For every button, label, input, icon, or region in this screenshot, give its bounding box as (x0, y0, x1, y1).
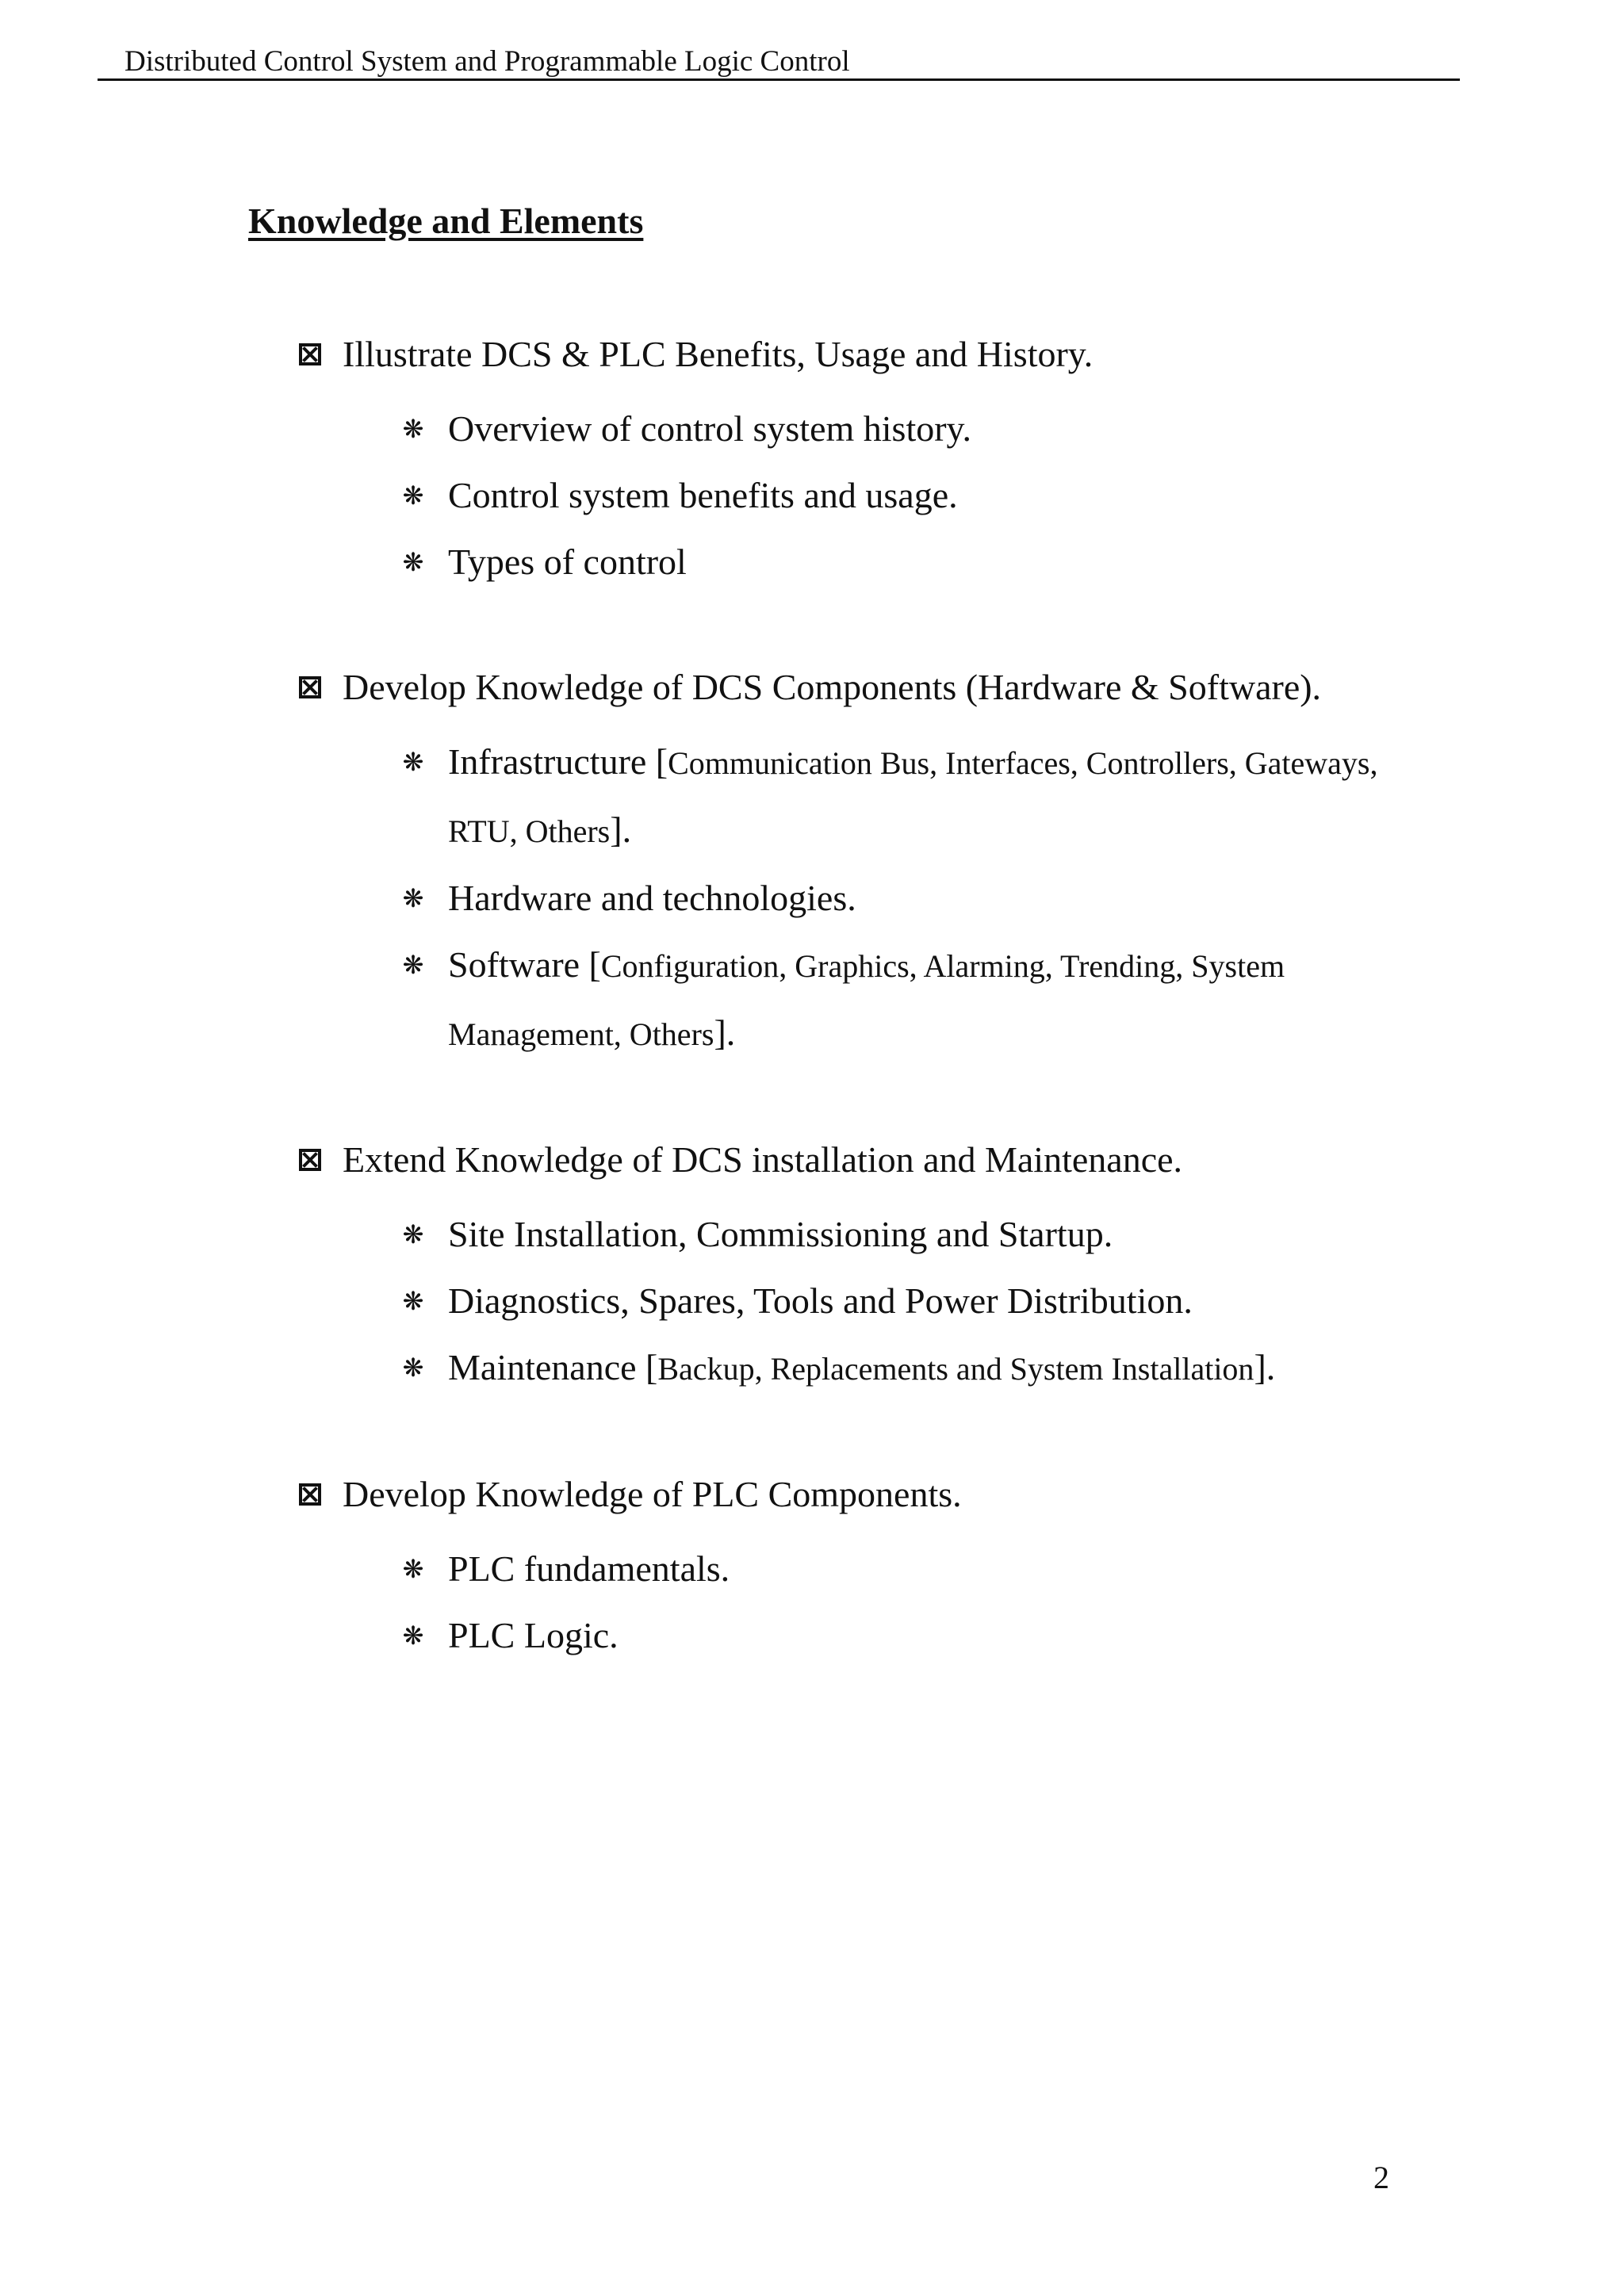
checkbox-x-icon (299, 676, 321, 698)
outline-group (299, 1469, 1409, 1669)
sub-item-text: Types of control (448, 541, 687, 582)
checkbox-x-icon (299, 1149, 321, 1171)
sub-item-list (399, 1201, 1409, 1402)
sub-item-text: PLC Logic. (448, 1615, 619, 1655)
page-number: 2 (1373, 2160, 1389, 2195)
sub-item-lead: Maintenance [ (448, 1347, 658, 1387)
sub-item (399, 1268, 1382, 1334)
main-item (299, 1135, 1409, 1201)
sub-item-text: Hardware and technologies. (448, 878, 856, 918)
sub-item-suffix: ]. (610, 809, 632, 850)
sub-item (399, 1201, 1382, 1268)
sub-item (399, 1334, 1382, 1402)
checkbox-x-icon (299, 343, 321, 365)
sub-item (399, 1536, 1382, 1602)
sub-item-detail: Communication Bus, Interfaces, Controllers, Gateways, RTU, Others (448, 745, 1378, 849)
asterisk-icon: ❋ (402, 950, 424, 980)
sub-item-list (399, 729, 1409, 1068)
sub-item-text: Overview of control system history. (448, 408, 972, 449)
main-item (299, 1469, 1409, 1536)
sub-item-text (448, 729, 1382, 865)
main-item-text: Develop Knowledge of PLC Components. (343, 1474, 962, 1514)
sub-item-text: Site Installation, Commissioning and Startup. (448, 1214, 1113, 1254)
sub-item-suffix: ]. (714, 1012, 736, 1053)
main-item-text: Illustrate DCS & PLC Benefits, Usage and History. (343, 334, 1094, 374)
outline-group (299, 1135, 1409, 1402)
sub-item (399, 865, 1382, 932)
sub-item-detail: Backup, Replacements and System Installation (657, 1351, 1254, 1387)
asterisk-icon: ❋ (402, 1219, 424, 1249)
sub-item-text: PLC fundamentals. (448, 1548, 730, 1589)
sub-item (399, 1602, 1382, 1669)
checkbox-x-icon (299, 1483, 321, 1506)
sub-item-lead: Infrastructure [ (448, 741, 668, 782)
main-item (299, 329, 1409, 396)
sub-item (399, 396, 1382, 462)
section-title: Knowledge and Elements (248, 201, 644, 241)
page-header (98, 44, 1460, 81)
sub-item-text: Control system benefits and usage. (448, 475, 958, 515)
sub-item (399, 932, 1382, 1068)
sub-item-text: Diagnostics, Spares, Tools and Power Distribution. (448, 1280, 1193, 1321)
outline-group (299, 329, 1409, 595)
sub-item-list (399, 396, 1409, 595)
asterisk-icon: ❋ (402, 1353, 424, 1383)
main-item-text: Extend Knowledge of DCS installation and Maintenance. (343, 1139, 1183, 1180)
sub-item-detail: Configuration, Graphics, Alarming, Trending, System Management, Others (448, 948, 1285, 1052)
asterisk-icon: ❋ (402, 480, 424, 511)
sub-item-lead: Software [ (448, 944, 601, 985)
asterisk-icon: ❋ (402, 1554, 424, 1584)
asterisk-icon: ❋ (402, 747, 424, 777)
sub-item (399, 462, 1382, 529)
asterisk-icon: ❋ (402, 414, 424, 444)
sub-item-text (448, 932, 1382, 1068)
asterisk-icon: ❋ (402, 547, 424, 577)
main-item (299, 662, 1409, 729)
asterisk-icon: ❋ (402, 1286, 424, 1316)
sub-item-suffix: ]. (1254, 1347, 1276, 1387)
outline-group (299, 662, 1409, 1068)
sub-item-text (448, 1334, 1382, 1402)
sub-item (399, 529, 1382, 595)
sub-item-list (399, 1536, 1409, 1669)
main-item-text: Develop Knowledge of DCS Components (Hardware & Software). (343, 667, 1322, 707)
outline-content (299, 329, 1409, 1735)
asterisk-icon: ❋ (402, 883, 424, 913)
asterisk-icon: ❋ (402, 1621, 424, 1651)
header-title: Distributed Control System and Programmable Logic Control (124, 45, 850, 78)
sub-item (399, 729, 1382, 865)
